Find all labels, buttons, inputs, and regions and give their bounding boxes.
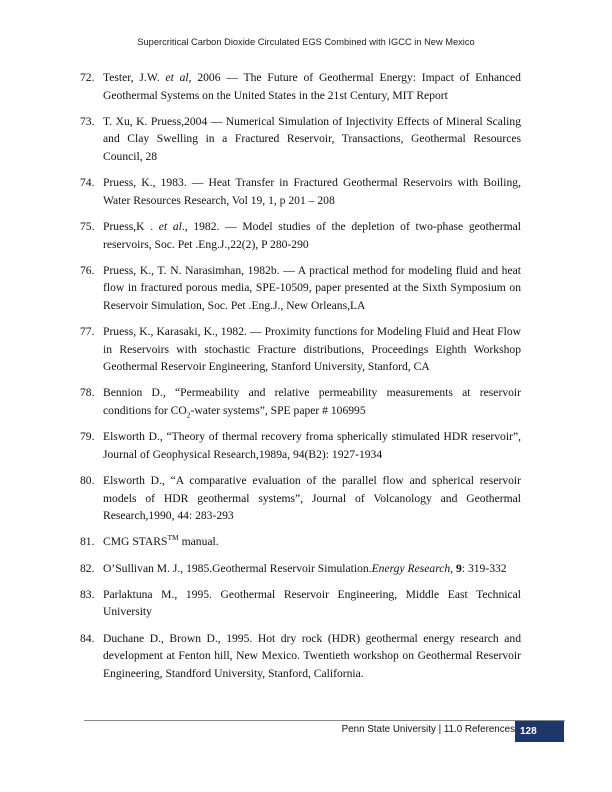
reference-text: Elsworth D., “A comparative evaluation of the parallel flow and spherical reservoir models of HDR geothermal systems”, Journal of Volcanology and Geothermal Research,1990, 44: 283-293 <box>103 474 521 523</box>
reference-number: 72. <box>80 71 95 84</box>
reference-text: Tester, J.W. et al, 2006 — The Future of Geothermal Energy: Impact of Enhanced Geothermal Systems on the United States in the 21st Century, MIT Report <box>103 71 521 102</box>
reference-text: Duchane D., Brown D., 1995. Hot dry rock (HDR) geothermal energy research and development at Fenton hill, New Mexico. Twentieth workshop on Geothermal Reservoir Engineering, Standford University, Stanford, California. <box>103 631 521 680</box>
reference-text: Pruess, K., T. N. Narasimhan, 1982b. — A practical method for modeling fluid and heat flow in fractured porous media, SPE-10509, paper presented at the Sixth Symposium on Reservoir Simulation, Soc. Pet .Eng.J., New Orleans,LA <box>103 263 521 312</box>
footer-text: Penn State University | 11.0 References <box>341 724 515 735</box>
reference-number: 75. <box>80 219 95 233</box>
reference-text: Pruess, K., 1983. — Heat Transfer in Fractured Geothermal Reservoirs with Boiling, Water Resources Research, Vol 19, 1, p 201 – 208 <box>103 176 521 207</box>
reference-number: 84. <box>80 631 95 645</box>
reference-number: 77. <box>80 325 95 339</box>
running-header: Supercritical Carbon Dioxide Circulated EGS Combined with IGCC in New Mexico <box>137 37 475 47</box>
reference-text: Pruess,K . et al., 1982. — Model studies of the depletion of two-phase geothermal reservoirs, Soc. Pet .Eng.J.,22(2), P 280-290 <box>103 219 521 251</box>
reference-text: CMG STARS™ manual. <box>103 533 219 549</box>
reference-item <box>80 428 521 463</box>
reference-item <box>80 533 521 551</box>
page-number: 128 <box>515 721 564 742</box>
reference-text: T. Xu, K. Pruess,2004 — Numerical Simulation of Injectivity Effects of Mineral Scaling and Clay Swelling in a Fractured Reservoir, Transactions, Geothermal Resources Council, 28 <box>103 114 521 163</box>
reference-item <box>80 323 521 376</box>
reference-number: 80. <box>80 474 95 488</box>
reference-item <box>80 560 521 578</box>
reference-text: O’Sullivan M. J., 1985.Geothermal Reservoir Simulation.Energy Research, 9: 319-332 <box>103 561 507 575</box>
reference-item <box>80 69 521 104</box>
reference-list <box>80 69 521 691</box>
reference-number: 82. <box>80 561 95 575</box>
reference-item <box>80 174 521 209</box>
reference-number: 76. <box>80 263 95 277</box>
footer-divider <box>84 720 565 721</box>
reference-number: 74. <box>80 176 95 190</box>
reference-item <box>80 218 521 253</box>
reference-item <box>80 472 521 525</box>
reference-item <box>80 630 521 683</box>
reference-number: 83. <box>80 587 95 601</box>
reference-text: Parlaktuna M., 1995. Geothermal Reservoir Engineering, Middle East Technical University <box>103 587 521 619</box>
reference-item <box>80 113 521 166</box>
reference-number: 79. <box>80 430 95 444</box>
reference-number: 73. <box>80 114 95 128</box>
reference-text: Pruess, K., Karasaki, K., 1982. — Proximity functions for Modeling Fluid and Heat Flow in Reservoirs with stochastic Fracture distributions, Proceedings Eighth Workshop Geothermal Reservoir Engineering, Stanford University, Stanford, CA <box>103 325 521 374</box>
reference-number: 81. <box>80 535 95 549</box>
reference-text: Elsworth D., “Theory of thermal recovery froma spherically stimulated HDR reservoir”, Journal of Geophysical Research,1989a, 94(B2): 1927-1934 <box>103 430 521 461</box>
reference-item <box>80 384 521 420</box>
reference-item <box>80 586 521 621</box>
reference-text: Bennion D., “Permeability and relative permeability measurements at reservoir conditions for $CO_2$-water systems”, SPE paper # 106995 <box>103 386 521 420</box>
reference-item <box>80 262 521 315</box>
reference-number: 78. <box>80 386 95 400</box>
